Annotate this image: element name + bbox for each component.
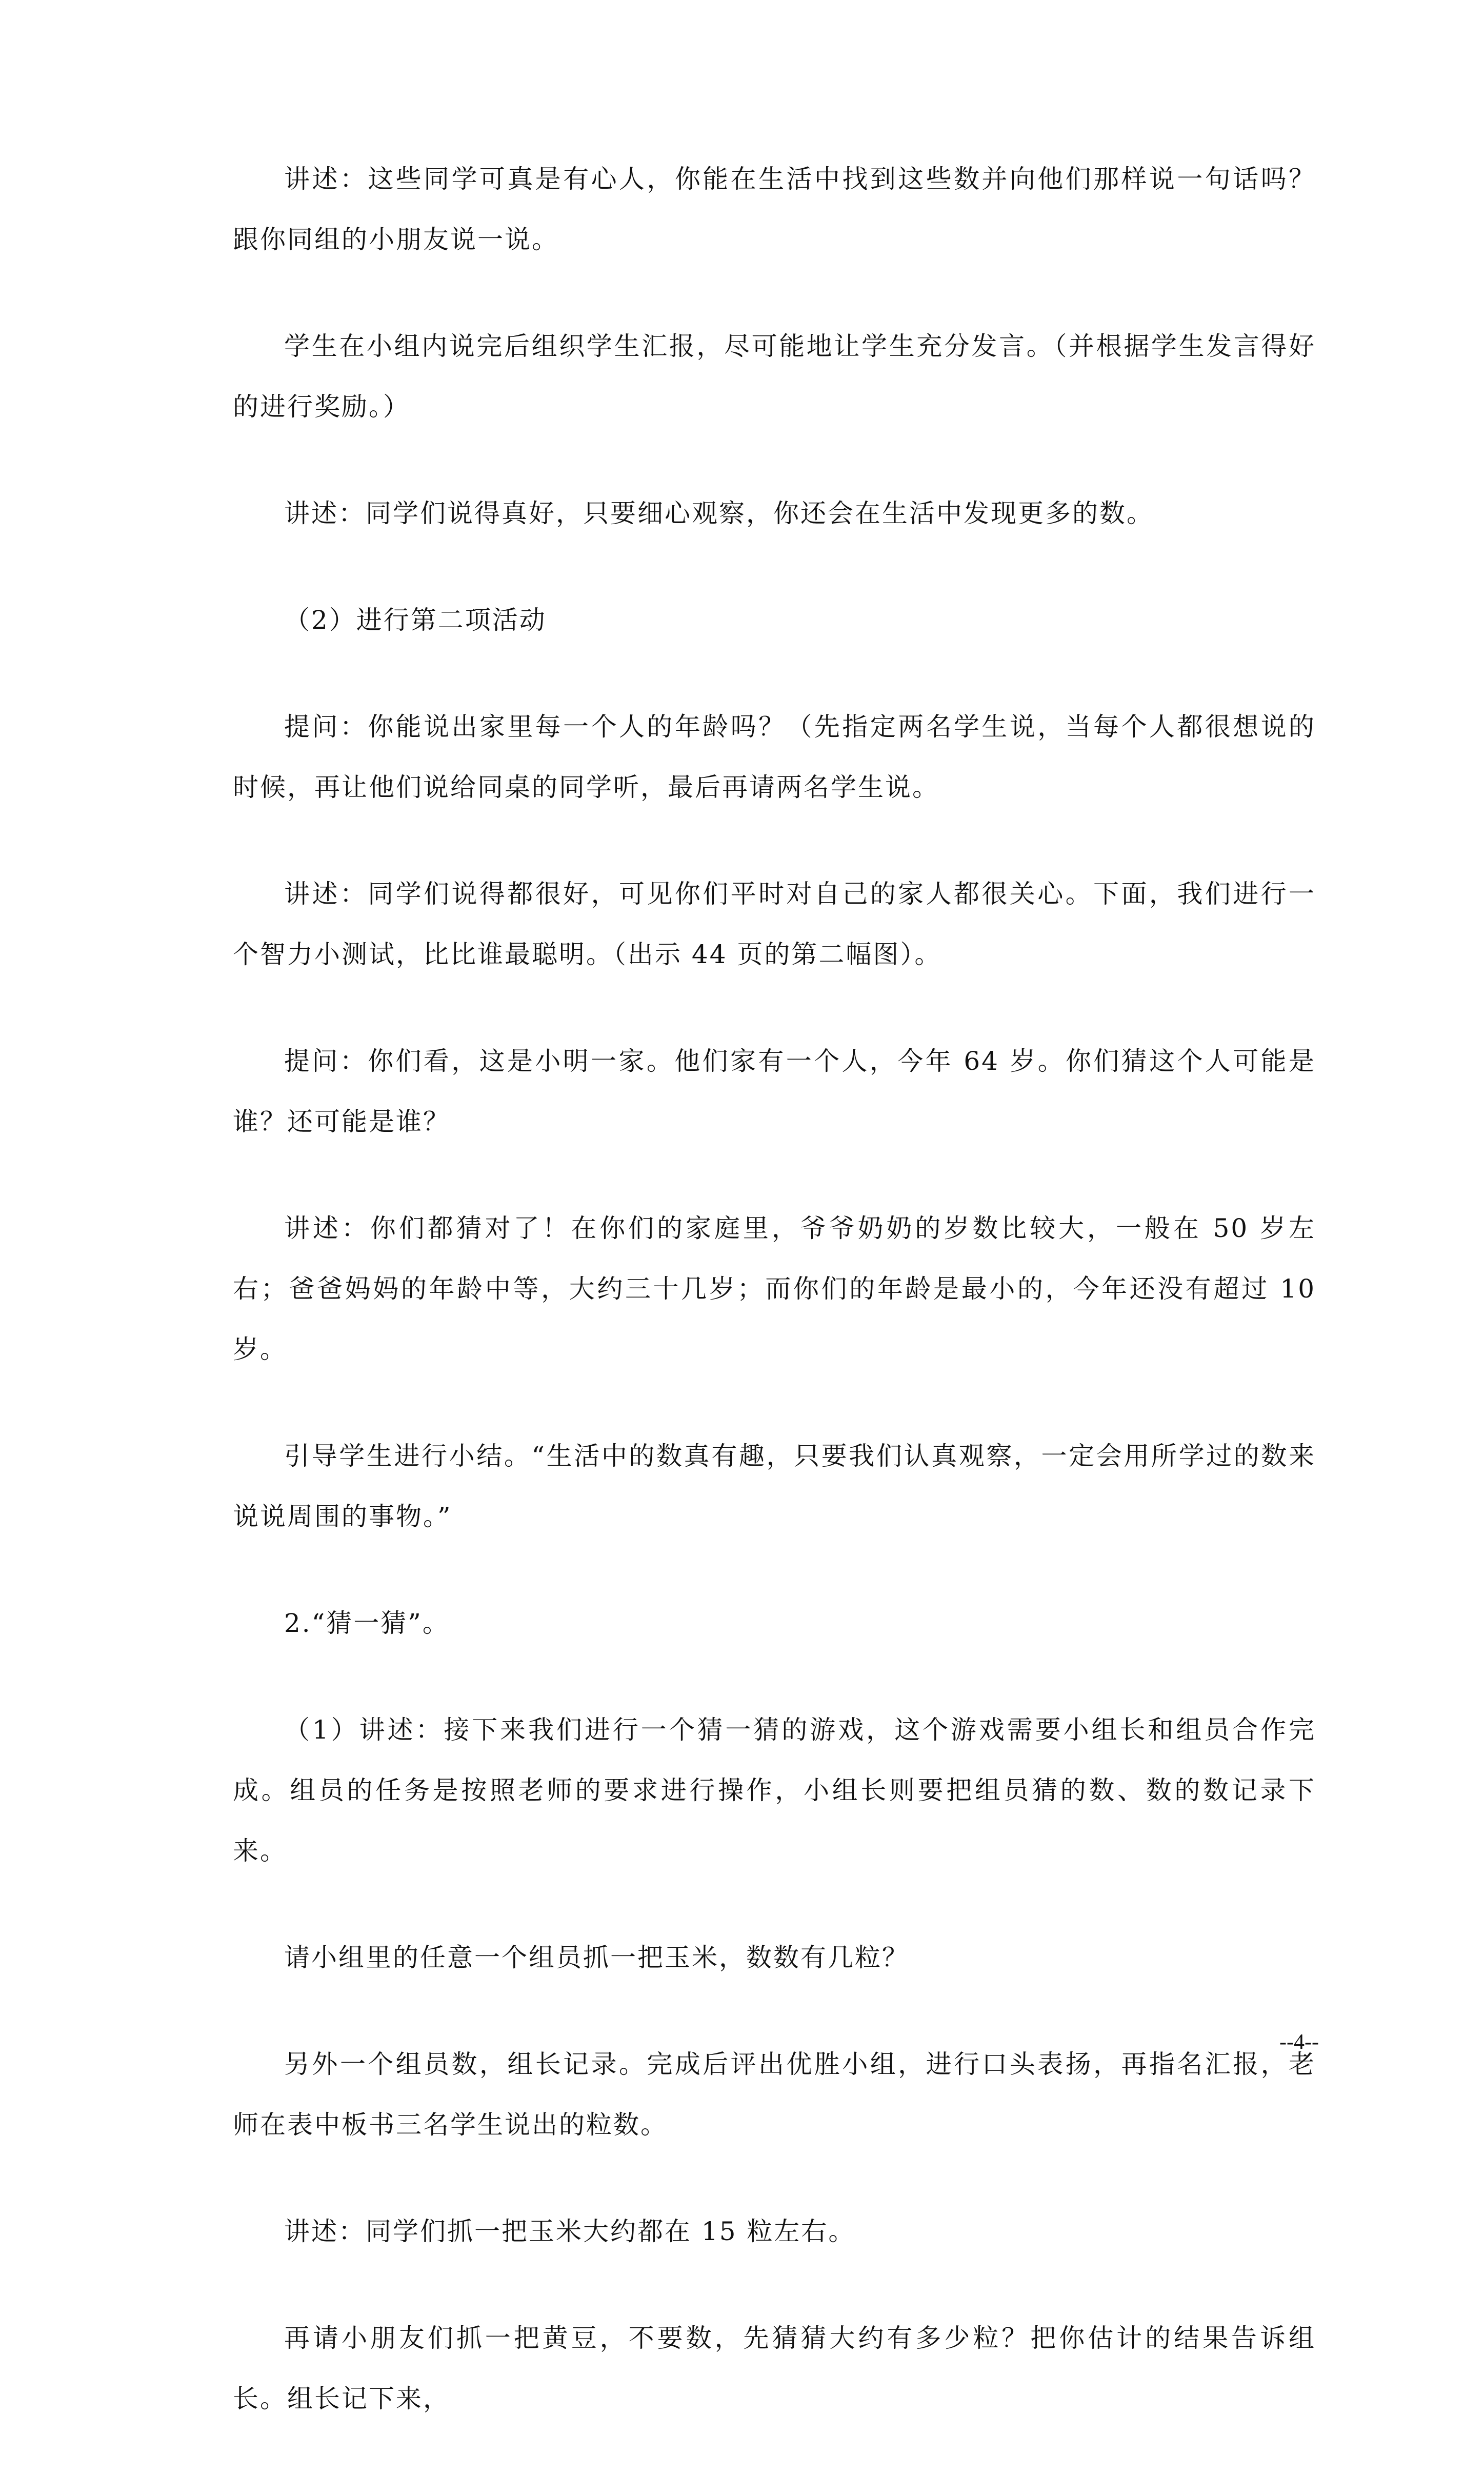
paragraph-4: （2）进行第二项活动 — [284, 605, 547, 635]
paragraph-15: 再请小朋友们抓一把黄豆，不要数，先猜猜大约有多少粒？把你估计的结果告诉组长。组长记下来， — [233, 2323, 1316, 2413]
page-number: --4-- — [1279, 2030, 1319, 2054]
paragraph-7: 提问：你们看，这是小明一家。他们家有一个人，今年 64 岁。你们猜这个人可能是谁？还可能是谁？ — [233, 1046, 1316, 1136]
body-text — [233, 149, 1316, 2475]
paragraph-11: （1）讲述：接下来我们进行一个猜一猜的游戏，这个游戏需要小组长和组员合作完成。组员的任务是按照老师的要求进行操作，小组长则要把组员猜的数、数的数记录下来。 — [233, 1715, 1316, 1866]
paragraph-8: 讲述：你们都猜对了！在你们的家庭里，爷爷奶奶的岁数比较大，一般在 50 岁左右；爸爸妈妈的年龄中等，大约三十几岁；而你们的年龄是最小的，今年还没有超过 10 岁。 — [233, 1213, 1316, 1364]
paragraph-12: 请小组里的任意一个组员抓一把玉米，数数有几粒？ — [284, 1943, 909, 1972]
paragraph-13: 另外一个组员数，组长记录。完成后评出优胜小组，进行口头表扬，再指名汇报，老师在表中板书三名学生说出的粒数。 — [233, 2049, 1316, 2140]
paragraph-14: 讲述：同学们抓一把玉米大约都在 15 粒左右。 — [284, 2217, 856, 2246]
paragraph-2: 学生在小组内说完后组织学生汇报，尽可能地让学生充分发言。（并根据学生发言得好的进行奖励。） — [233, 331, 1316, 422]
paragraph-3: 讲述：同学们说得真好，只要细心观察，你还会在生活中发现更多的数。 — [284, 498, 1154, 528]
paragraph-9: 引导学生进行小结。“生活中的数真有趣，只要我们认真观察，一定会用所学过的数来说说周围的事物。” — [233, 1441, 1316, 1531]
paragraph-1: 讲述：这些同学可真是有心人，你能在生活中找到这些数并向他们那样说一句话吗？跟你同组的小朋友说一说。 — [233, 164, 1316, 254]
paragraph-10: 2.“猜一猜”。 — [284, 1608, 450, 1638]
paragraph-6: 讲述：同学们说得都很好，可见你们平时对自己的家人都很关心。下面，我们进行一个智力小测试，比比谁最聪明。（出示 44 页的第二幅图）。 — [233, 879, 1316, 969]
paragraph-5: 提问：你能说出家里每一个人的年龄吗？（先指定两名学生说，当每个人都很想说的时候，再让他们说给同桌的同学听，最后再请两名学生说。 — [233, 712, 1316, 802]
